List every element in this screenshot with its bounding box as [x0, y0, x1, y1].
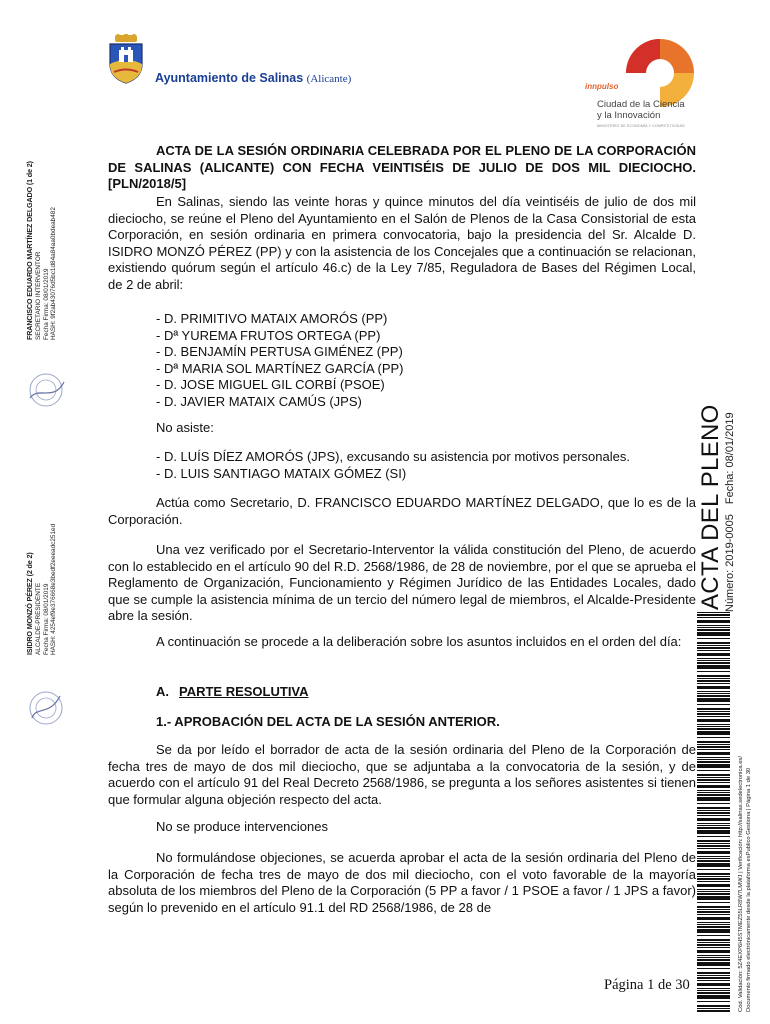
- logo-brand: innpulso: [585, 82, 619, 91]
- signer-2-role: ALCALDE-PRESIDENTE: [34, 582, 42, 655]
- barcode-icon: [697, 612, 730, 1012]
- intro-paragraph: En Salinas, siendo las veinte horas y quince minutos del día veintiséis de julio de dos mil dieciocho, se reúne el Pleno del Ayuntamiento en el Salón de Plenos de la Casa Consistorial de esta Corporación, en sesión ordinaria en primera convocatoria, bajo la presidencia del Sr. Alcalde D. ISIDRO MONZÓ PÉREZ (PP) y con la asistencia de los Concejales que a continuación se relacionan, existiendo quórum según el artículo 46.c) de la Ley 7/85, Reguladora de Bases del Régimen Local, de 2 de abril:: [108, 194, 696, 292]
- validation-code: [738, 756, 753, 1012]
- signer-2-date: Fecha Firma: 08/01/2019: [42, 583, 50, 655]
- logo-line-1: Ciudad de la Ciencia: [597, 99, 685, 110]
- list-item: - D. BENJAMÍN PERTUSA GIMÉNEZ (PP): [156, 344, 403, 359]
- deliberation-paragraph: A continuación se procede a la deliberación sobre los asuntos incluidos en el orden del día:: [156, 634, 682, 649]
- signer-2-hash: HASH: 4254ef9e376668e3bedf2eeeadc251ed: [50, 523, 58, 655]
- item-1-paragraph-2: No se produce intervenciones: [156, 819, 328, 834]
- signer-1-name: FRANCISCO EDUARDO MARTÍNEZ DELGADO (1 de 2): [25, 161, 34, 340]
- absent-label: No asiste:: [156, 420, 214, 435]
- stamp-number: Número: 2019-0005: [724, 514, 736, 612]
- logo-tagline: MINISTERIO DE ECONOMÍA Y COMPETITIVIDAD: [597, 124, 685, 128]
- verification-paragraph: Una vez verificado por el Secretario-Interventor la válida constitución del Pleno, de acuerdo con lo establecido en el artículo 90 del R.D. 2568/1986, de 28 de noviembre, por el que se aprueba el Reglamento de Organización, Funcionamiento y Régimen Jurídico de las Entidades Locales, dado que se cumple la asistencia mínima de un tercio del número legal de miembros, el Alcalde-Presidente abre la sesión.: [108, 542, 696, 623]
- stamp-meta: [724, 402, 736, 612]
- validation-line-2: Documento firmado electrónicamente desde la plataforma esPublico Gestiona | Página 1 de 30: [745, 767, 752, 1012]
- municipal-crest-icon: [106, 34, 146, 84]
- list-item: - D. JAVIER MATAIX CAMÚS (JPS): [156, 393, 362, 409]
- list-item: - D. LUÍS DÍEZ AMORÓS (JPS), excusando su asistencia por motivos personales.: [156, 449, 630, 464]
- signature-block-2: [26, 524, 58, 655]
- section-title: PARTE RESOLUTIVA: [179, 684, 309, 699]
- list-item: - D. LUIS SANTIAGO MATAIX GÓMEZ (SI): [156, 465, 407, 481]
- item-1-title: 1.- APROBACIÓN DEL ACTA DE LA SESIÓN ANTERIOR.: [156, 714, 500, 729]
- list-item: - D. JOSE MIGUEL GIL CORBÍ (PSOE): [156, 377, 385, 392]
- signer-1-date: Fecha Firma: 08/01/2019: [42, 268, 50, 340]
- logo-line-2: y la Innovación: [597, 110, 661, 121]
- document-title: ACTA DE LA SESIÓN ORDINARIA CELEBRADA POR EL PLENO DE LA CORPORACIÓN DE SALINAS (ALICANTE) CON FECHA VEINTISÉIS DE JULIO DE DOS MIL DIECIOCHO. [PLN/2018/5]: [108, 143, 696, 191]
- signature-seal-icon: [24, 686, 68, 730]
- province-label: (Alicante): [306, 73, 352, 85]
- signature-block-1: [26, 161, 58, 340]
- section-letter: A.: [156, 684, 169, 699]
- page-number: Página 1 de 30: [604, 977, 690, 993]
- item-1-paragraph-1: Se da por leído el borrador de acta de la sesión ordinaria del Pleno de la Corporación de fecha tres de mayo de dos mil dieciocho, que se adjuntaba a la convocatoria de la sesión, y de acuerdo con el artículo 91 del Real Decreto 2568/1986, se pregunta a los señores asistentes si tienen que formular alguna objeción respecto del acta.: [108, 742, 696, 807]
- signer-2-name: ISIDRO MONZÓ PÉREZ (2 de 2): [25, 552, 34, 655]
- stamp-date: Fecha: 08/01/2019: [724, 412, 736, 505]
- attendee-list: [156, 311, 404, 410]
- municipality-name: Ayuntamiento de Salinas (Alicante): [155, 71, 352, 85]
- validation-line-1: Cód. Validación: 5Z4EXP6H5STMEZ55LR8W7LMWJ | Verificación: http://salinas.sedelectronica.es/: [738, 756, 744, 1012]
- stamp-title: ACTA DEL PLENO: [697, 404, 724, 610]
- list-item: - Dª YUREMA FRUTOS ORTEGA (PP): [156, 327, 381, 343]
- list-item: - Dª MARIA SOL MARTÍNEZ GARCÍA (PP): [156, 360, 404, 376]
- signer-1-hash: HASH: 9f2ab43076d5bc1d84a84aa0bdeab482: [50, 207, 58, 340]
- section-heading: [156, 684, 309, 699]
- signer-1-role: SECRETARIO INTERVENTOR: [34, 251, 42, 340]
- signature-seal-icon: [24, 368, 68, 412]
- absentee-list: [156, 449, 630, 482]
- secretary-paragraph: Actúa como Secretario, D. FRANCISCO EDUARDO MARTÍNEZ DELGADO, que lo es de la Corporación.: [108, 495, 696, 527]
- list-item: - D. PRIMITIVO MATAIX AMORÓS (PP): [156, 311, 388, 326]
- item-1-paragraph-3: No formulándose objeciones, se acuerda aprobar el acta de la sesión ordinaria del Pleno de la Corporación de fecha tres de mayo de dos mil dieciocho, con el voto favorable de la mayoría absoluta de los miembros del Pleno de la Corporación (5 PP a favor / 1 PSOE a favor / 1 JPS a favor) según lo prevenido en el artículo 91.1 del RD 2568/1986, de 28 de: [108, 850, 696, 915]
